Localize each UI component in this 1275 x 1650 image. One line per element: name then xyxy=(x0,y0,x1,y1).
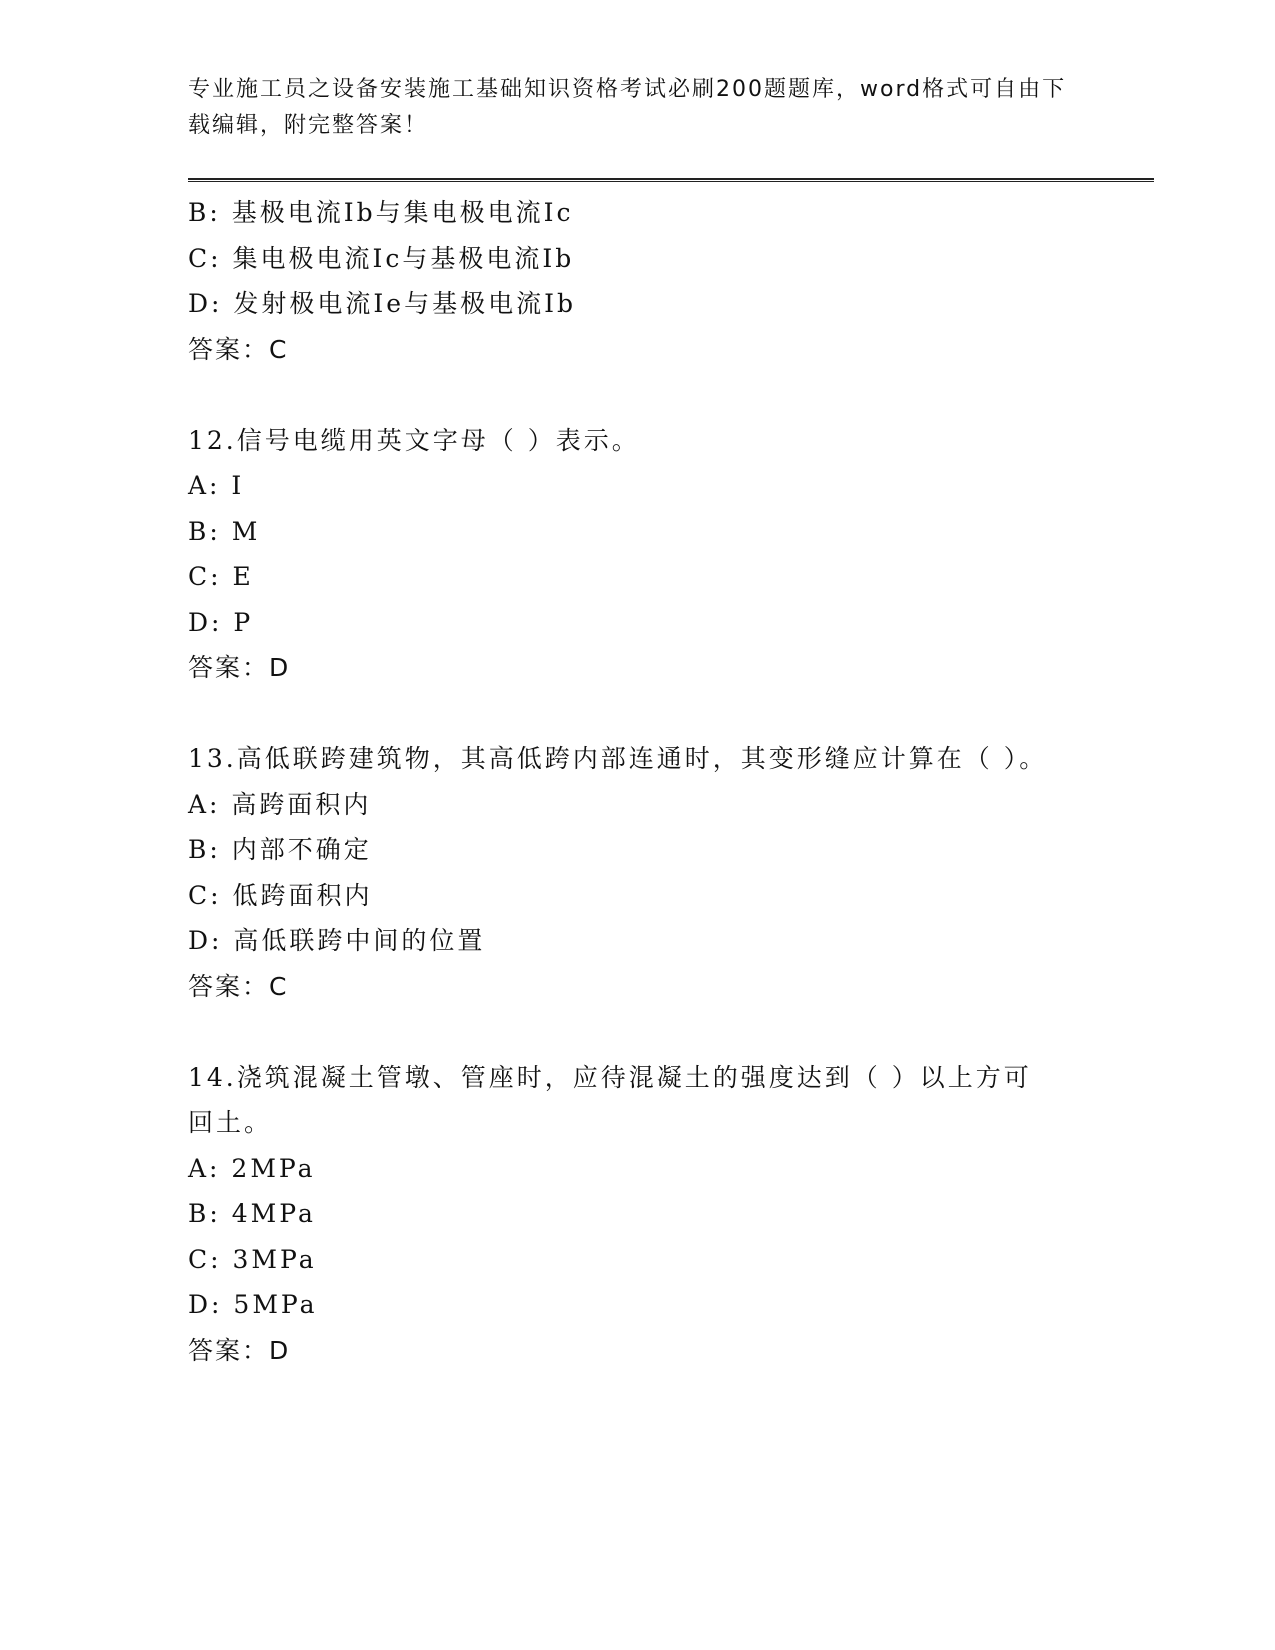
option-d: D: 5MPa xyxy=(188,1290,318,1319)
option-a: A: I xyxy=(188,471,245,500)
header-divider xyxy=(188,178,1154,182)
option-d: D: 高低联跨中间的位置 xyxy=(188,926,486,955)
option-d: D: 发射极电流Ie与基极电流Ib xyxy=(188,289,576,318)
option-c: C: 低跨面积内 xyxy=(188,880,373,910)
question-11 xyxy=(188,190,1068,372)
option-d: D: P xyxy=(188,607,254,637)
option-a: A: 2MPa xyxy=(188,1153,316,1183)
option-c: C: 3MPa xyxy=(188,1244,317,1274)
option-a: A: 高跨面积内 xyxy=(188,789,372,819)
option-b: B: 4MPa xyxy=(188,1199,316,1228)
option-b: B: 基极电流Ib与集电极电流Ic xyxy=(188,198,574,227)
question-12 xyxy=(188,418,1068,691)
question-14 xyxy=(188,1055,1068,1374)
question-text: 12.信号电缆用英文字母（ ）表示。 xyxy=(188,425,640,455)
answer: 答案：C xyxy=(188,971,289,1001)
option-b: B: 内部不确定 xyxy=(188,835,372,864)
option-c: C: E xyxy=(188,562,254,591)
answer: 答案：D xyxy=(188,1335,291,1365)
question-text: 14.浇筑混凝土管墩、管座时，应待混凝土的强度达到（ ）以上方可回土。 xyxy=(188,1062,1032,1137)
option-b: B: M xyxy=(188,516,261,546)
spacer xyxy=(188,1009,1068,1055)
question-text: 13.高低联跨建筑物，其高低跨内部连通时，其变形缝应计算在（ ）。 xyxy=(188,744,1048,773)
question-list xyxy=(188,190,1068,1373)
question-13 xyxy=(188,736,1068,1009)
spacer xyxy=(188,372,1068,418)
spacer xyxy=(188,691,1068,737)
document-header: 专业施工员之设备安装施工基础知识资格考试必刷200题题库，word格式可自由下载编辑，附完整答案！ xyxy=(188,77,1067,138)
option-c: C: 集电极电流Ic与基极电流Ib xyxy=(188,243,575,273)
answer: 答案：D xyxy=(188,653,291,682)
answer: 答案：C xyxy=(188,334,289,364)
